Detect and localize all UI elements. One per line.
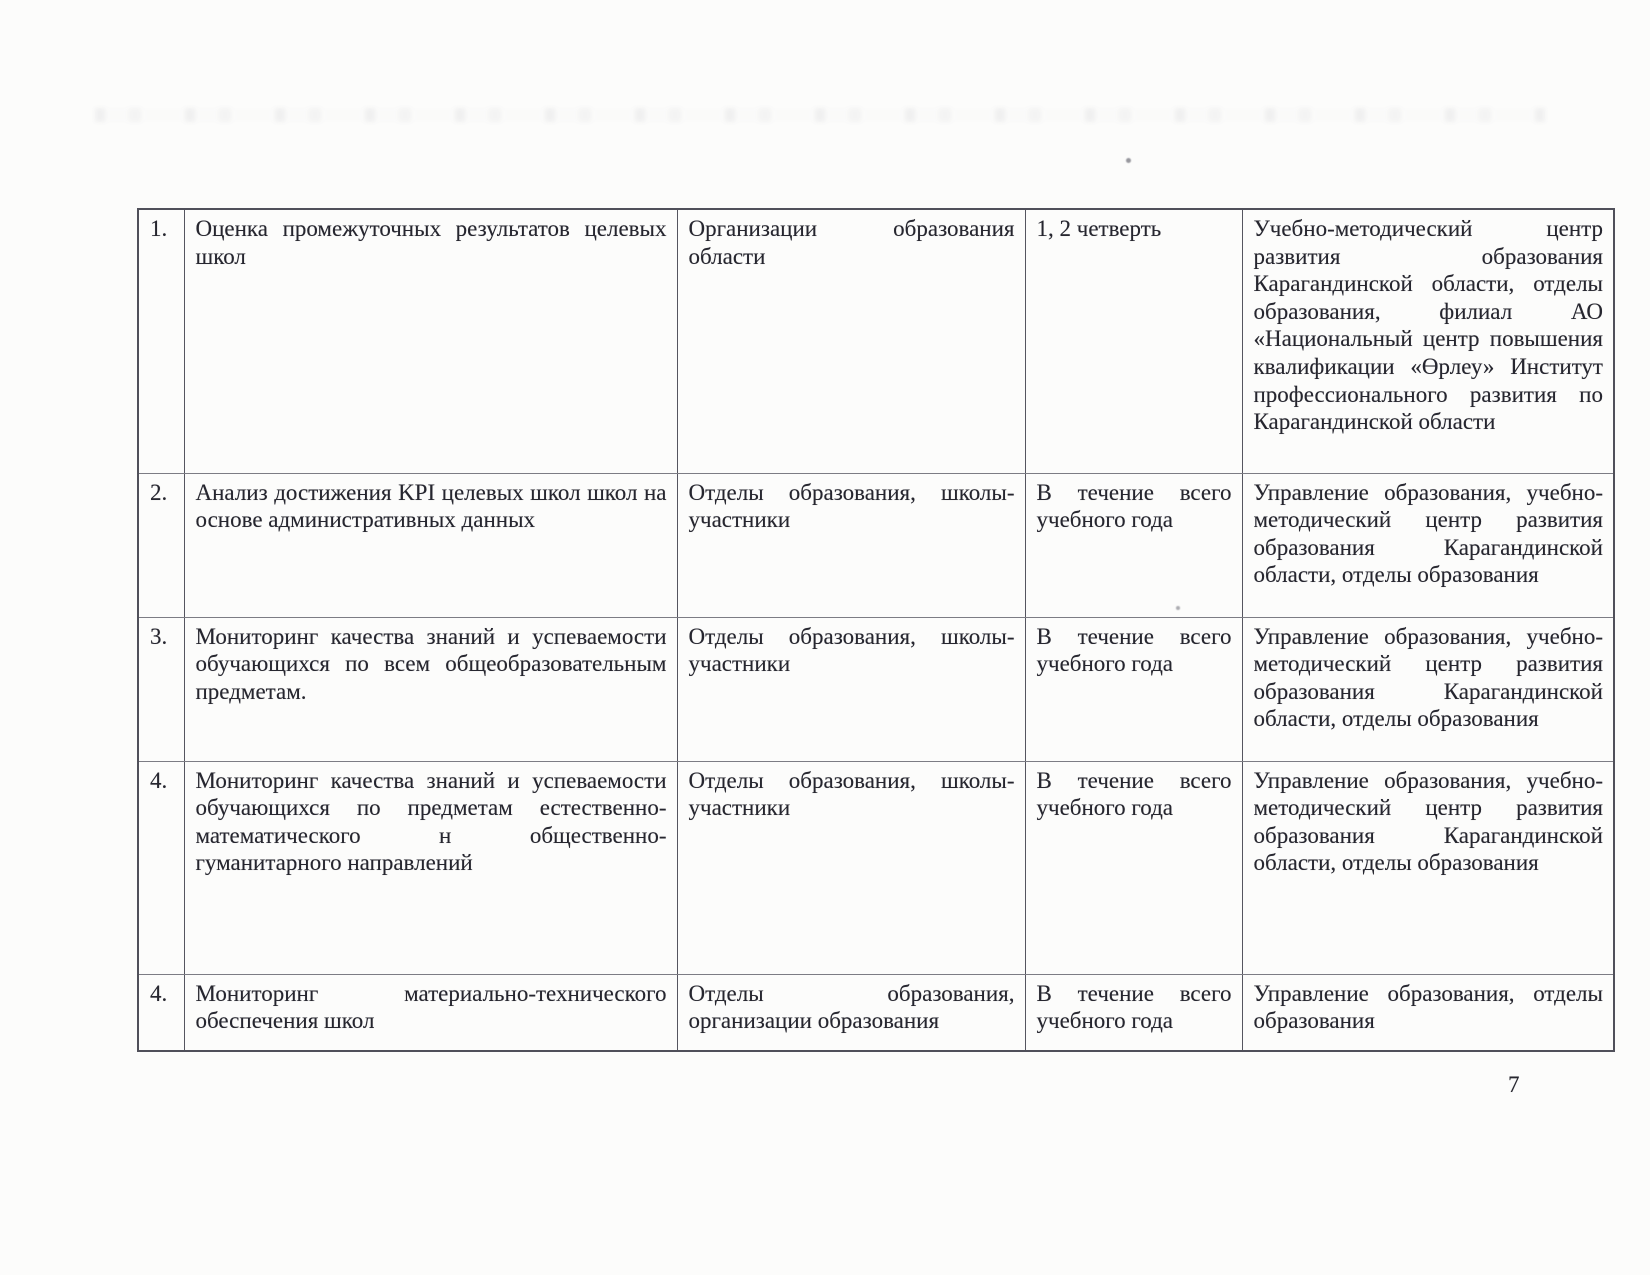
row-number-cell: 3.	[138, 617, 184, 761]
organizations-cell: Отделы образования, школы-участники	[677, 617, 1025, 761]
activity-cell: Анализ достижения KPI целевых школ школ на основе административных данных	[184, 473, 677, 617]
table-row	[138, 209, 1614, 473]
activity-cell: Мониторинг качества знаний и успеваемости обучающихся по всем общеобразовательным предметам.	[184, 617, 677, 761]
activities-table	[137, 208, 1615, 1052]
organizations-cell: Отделы образования, школы-участники	[677, 761, 1025, 974]
row-number-cell: 1.	[138, 209, 184, 473]
organizations-cell: Отделы образования, организации образования	[677, 974, 1025, 1051]
period-cell: В течение всего учебного года	[1025, 473, 1242, 617]
period-cell: В течение всего учебного года	[1025, 974, 1242, 1051]
responsible-cell: Управление образования, учебно-методический центр развития образования Карагандинской области, отделы образования	[1242, 761, 1614, 974]
table-row	[138, 974, 1614, 1051]
row-number-cell: 4.	[138, 761, 184, 974]
responsible-cell: Учебно-методический центр развития образования Карагандинской области, отделы образования, филиал АО «Национальный центр повышения квалификации «Өрлеу» Институт профессионального развития по Карагандинской области	[1242, 209, 1614, 473]
responsible-cell: Управление образования, учебно-методический центр развития образования Карагандинской области, отделы образования	[1242, 617, 1614, 761]
table-row	[138, 761, 1614, 974]
responsible-cell: Управление образования, отделы образования	[1242, 974, 1614, 1051]
responsible-cell: Управление образования, учебно-методический центр развития образования Карагандинской области, отделы образования	[1242, 473, 1614, 617]
activity-cell: Мониторинг материально-технического обеспечения школ	[184, 974, 677, 1051]
period-cell: В течение всего учебного года	[1025, 617, 1242, 761]
scan-artifact-dot	[1126, 158, 1131, 163]
table-row	[138, 617, 1614, 761]
organizations-cell: Организации образования области	[677, 209, 1025, 473]
page-number: 7	[1508, 1072, 1520, 1097]
row-number-cell: 2.	[138, 473, 184, 617]
row-number-cell: 4.	[138, 974, 184, 1051]
activity-cell: Оценка промежуточных результатов целевых школ	[184, 209, 677, 473]
scan-artifact-band	[95, 108, 1545, 122]
organizations-cell: Отделы образования, школы-участники	[677, 473, 1025, 617]
table-row	[138, 473, 1614, 617]
activity-cell: Мониторинг качества знаний и успеваемости обучающихся по предметам естественно-математического н общественно-гуманитарного направлений	[184, 761, 677, 974]
period-cell: 1, 2 четверть	[1025, 209, 1242, 473]
period-cell: В течение всего учебного года	[1025, 761, 1242, 974]
